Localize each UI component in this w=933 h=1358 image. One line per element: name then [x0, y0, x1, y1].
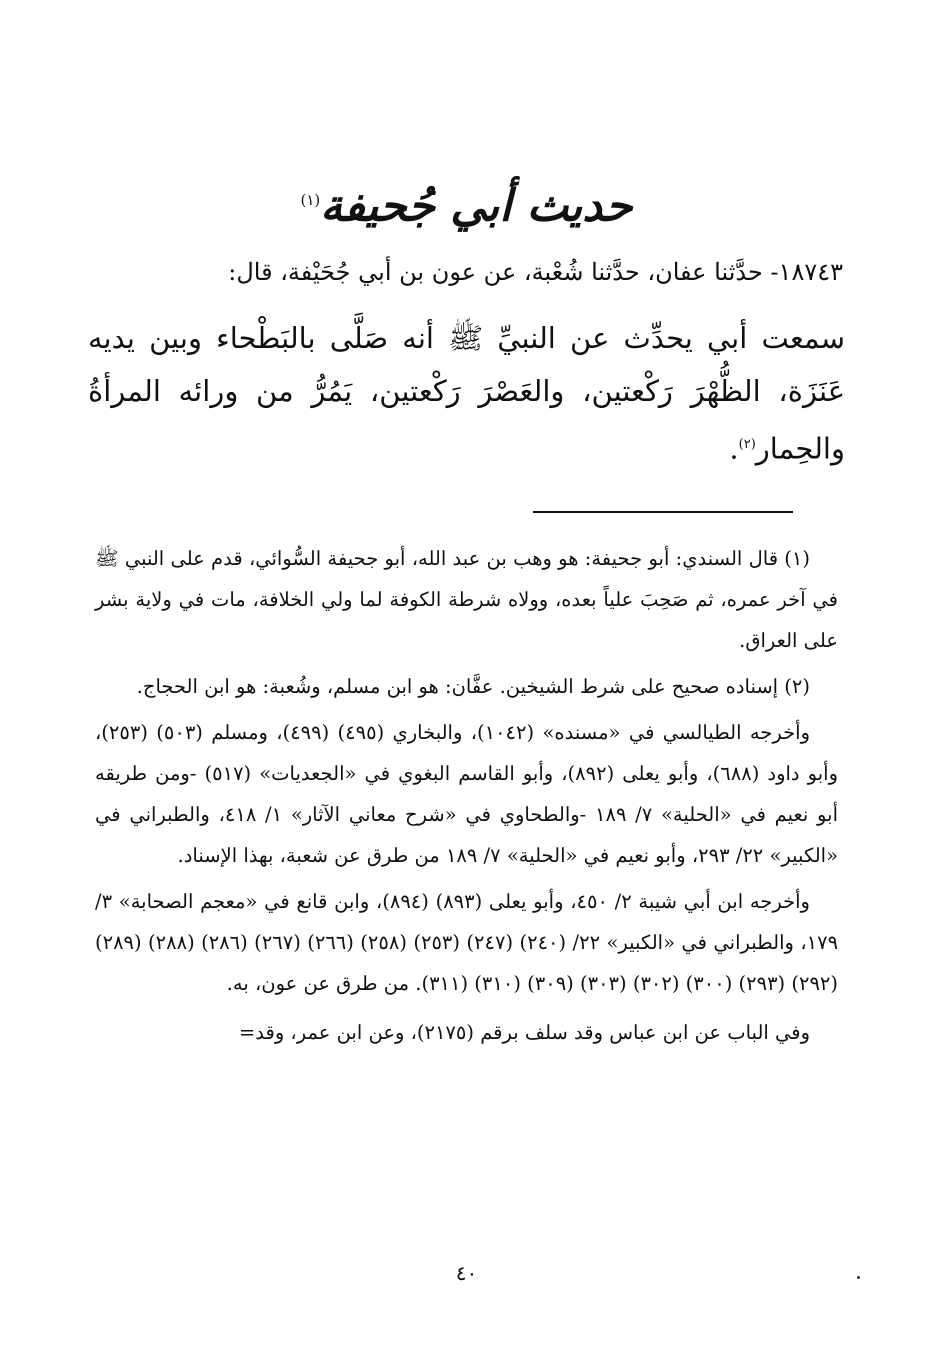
footnote-2-takhrij-a: وأخرجه الطيالسي في «مسنده» (١٠٤٢)، والبخاري (٤٩٥) (٤٩٩)، ومسلم (٥٠٣) (٢٥٣)، وأبو داود (٦٨٨)، وأبو يعلى (٨٩٢)، وأبو القاسم البغوي في «الجعديات» (٥١٧) -ومن طريقه أبو نعيم في «الحلية» ٧/ ١٨٩ -والطحاوي في «شرح معاني الآثار» ١/ ٤١٨، والطبراني في «الكبير» ٢٢/ ٢٩٣، وأبو نعيم في «الحلية» ٧/ ١٨٩ من طرق عن شعبة، بهذا الإسناد. [95, 721, 839, 867]
hadith-end-mark: . [729, 431, 739, 466]
page-number: ٤٠ [455, 1261, 478, 1285]
footnote-2-takhrij-b: وأخرجه ابن أبي شيبة ٢/ ٤٥٠، وأبو يعلى (٨٩٣) (٨٩٤)، وابن قانع في «معجم الصحابة» ٣/ ١٧٩، والطبراني في «الكبير» ٢٢/ (٢٤٠) (٢٤٧) (٢٥٣) (٢٥٨) (٢٦٦) (٢٦٧) (٢٨٦) (٢٨٨) (٢٨٩) (٢٩٢) (٢٩٣) (٣٠٠) (٣٠٢) (٣٠٣) (٣٠٩) (٣١٠) (٣١١). من طرق عن عون، به. [95, 890, 839, 995]
scan-speck [857, 1276, 860, 1279]
heading-footnote-marker: (١) [300, 191, 321, 209]
footnote-1: (١) قال السندي: أبو جحيفة: هو وهب بن عبد الله، أبو جحيفة السُّوائي، قدم على النبي ﷺ في آخر عمره، ثم صَحِبَ علياً بعده، وولاه شرطة الكوفة لما ولي الخلافة، مات في ولاية بشر على العراق. [95, 547, 838, 652]
footnote-2: (٢) إسناده صحيح على شرط الشيخين. عفَّان: هو ابن مسلم، وشُعبة: هو ابن الحجاج. [136, 675, 810, 698]
chapter-title: حديث أبي جُحيفة [320, 180, 633, 232]
hadith-isnad: ١٨٧٤٣- حدَّثنا عفان، حدَّثنا شُعْبة، عن عون بن أبي جُحَيْفة، قال: [228, 258, 843, 286]
hadith-text: سمعت أبي يحدِّث عن النبيِّ ﷺ أنه صَلَّى بالبَطْحاء وبين يديه عَنَزَة، الظُّهْرَ رَكْعتين، والعَصْرَ رَكْعتين، يَمُرُّ من ورائه المرأةُ والحِمار [88, 321, 845, 466]
hadith-footnote-marker: (٢) [738, 437, 756, 452]
footnote-2-continued: وفي الباب عن ابن عباس وقد سلف برقم (٢١٧٥)، وعن ابن عمر، وقد= [238, 1021, 810, 1044]
chapter-heading [0, 165, 933, 242]
footnotes-section [95, 538, 838, 1058]
footnote-separator [533, 511, 793, 513]
hadith-matn [88, 312, 845, 476]
